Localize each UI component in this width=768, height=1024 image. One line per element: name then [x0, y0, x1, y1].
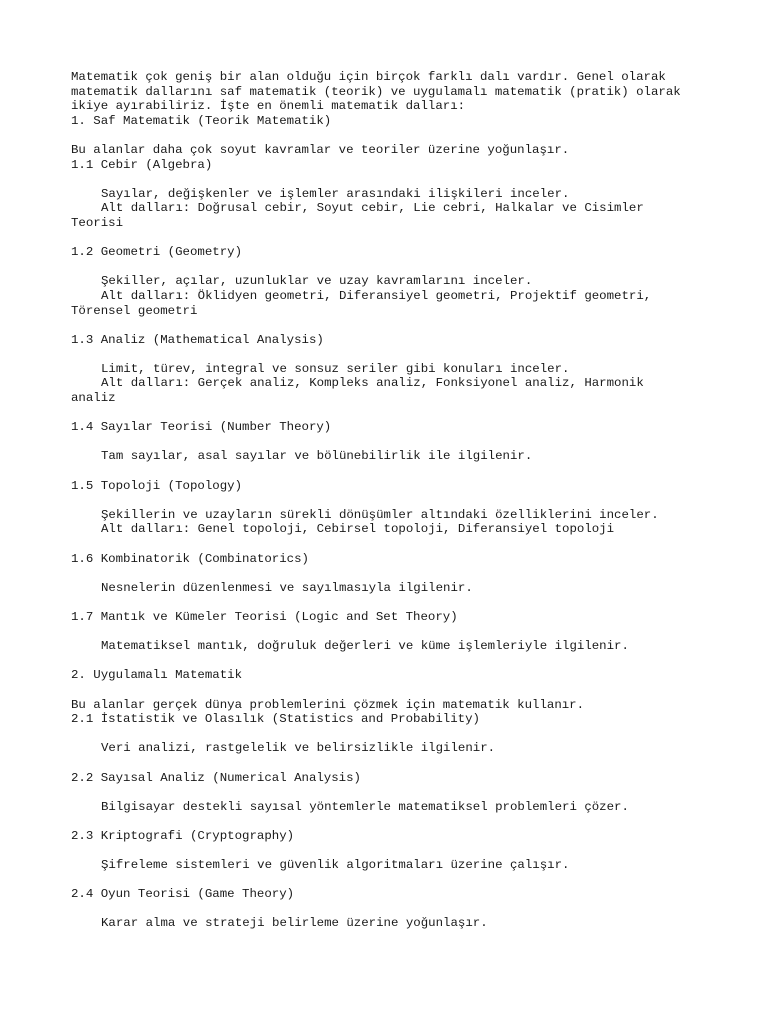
- intro-line-1: Matematik çok geniş bir alan olduğu için birçok farklı dalı vardır. Genel olarak: [71, 70, 666, 84]
- number-theory-description: Tam sayılar, asal sayılar ve bölünebilirlik ile ilgilenir.: [101, 449, 533, 464]
- geometry-subfields-cont: Törensel geometri: [71, 303, 198, 318]
- logic-description: Matematiksel mantık, doğruluk değerleri ve küme işlemleriyle ilgilenir.: [101, 639, 629, 654]
- numerical-analysis-description: Bilgisayar destekli sayısal yöntemlerle matematiksel problemleri çözer.: [101, 799, 629, 814]
- topology-description: Şekillerin ve uzayların sürekli dönüşümler altındaki özelliklerini inceler.: [101, 507, 659, 522]
- subsection-title-game-theory: 2.4 Oyun Teorisi (Game Theory): [71, 887, 295, 902]
- geometry-description: Şekiller, açılar, uzunluklar ve uzay kavramlarını inceler.: [101, 274, 533, 289]
- document-body: [71, 70, 751, 931]
- subsection-title-cryptography: 2.3 Kriptografi (Cryptography): [71, 828, 295, 843]
- combinatorics-description: Nesnelerin düzenlenmesi ve sayılmasıyla ilgilenir.: [101, 580, 473, 595]
- analysis-description: Limit, türev, integral ve sonsuz seriler gibi konuları inceler.: [101, 361, 570, 376]
- section-lead-pure-math: Bu alanlar daha çok soyut kavramlar ve teoriler üzerine yoğunlaşır.: [71, 142, 570, 157]
- intro-line-3: ikiye ayırabiliriz. İşte en önemli matematik dalları:: [71, 99, 466, 114]
- subsection-title-logic: 1.7 Mantık ve Kümeler Teorisi (Logic and Set Theory): [71, 609, 458, 624]
- geometry-subfields: Alt dalları: Öklidyen geometri, Diferansiyel geometri, Projektif geometri,: [101, 288, 652, 303]
- topology-subfields: Alt dalları: Genel topoloji, Cebirsel topoloji, Diferansiyel topoloji: [101, 522, 615, 537]
- section-lead-applied-math: Bu alanlar gerçek dünya problemlerini çözmek için matematik kullanır.: [71, 697, 585, 712]
- subsection-title-number-theory: 1.4 Sayılar Teorisi (Number Theory): [71, 420, 332, 435]
- subsection-title-analysis: 1.3 Analiz (Mathematical Analysis): [71, 332, 324, 347]
- subsection-title-topology: 1.5 Topoloji (Topology): [71, 478, 243, 493]
- section-title-applied-math: 2. Uygulamalı Matematik: [71, 668, 243, 683]
- subsection-title-statistics: 2.1 İstatistik ve Olasılık (Statistics and Probability): [71, 712, 480, 727]
- section-title-pure-math: 1. Saf Matematik (Teorik Matematik): [71, 113, 332, 128]
- algebra-description: Sayılar, değişkenler ve işlemler arasındaki ilişkileri inceler.: [101, 186, 570, 201]
- intro-line-2: matematik dallarını saf matematik (teorik) ve uygulamalı matematik (pratik) olarak: [71, 84, 681, 99]
- statistics-description: Veri analizi, rastgelelik ve belirsizlikle ilgilenir.: [101, 741, 496, 756]
- subsection-title-numerical-analysis: 2.2 Sayısal Analiz (Numerical Analysis): [71, 770, 361, 785]
- analysis-subfields: Alt dalları: Gerçek analiz, Kompleks analiz, Fonksiyonel analiz, Harmonik: [101, 376, 644, 391]
- subsection-title-geometry: 1.2 Geometri (Geometry): [71, 245, 243, 260]
- analysis-subfields-cont: analiz: [71, 391, 116, 406]
- game-theory-description: Karar alma ve strateji belirleme üzerine yoğunlaşır.: [101, 916, 488, 931]
- subsection-title-algebra: 1.1 Cebir (Algebra): [71, 157, 213, 172]
- subsection-title-combinatorics: 1.6 Kombinatorik (Combinatorics): [71, 551, 309, 566]
- algebra-subfields: Alt dalları: Doğrusal cebir, Soyut cebir, Lie cebri, Halkalar ve Cisimler: [101, 201, 644, 216]
- cryptography-description: Şifreleme sistemleri ve güvenlik algoritmaları üzerine çalışır.: [101, 858, 570, 873]
- algebra-subfields-cont: Teorisi: [71, 215, 124, 230]
